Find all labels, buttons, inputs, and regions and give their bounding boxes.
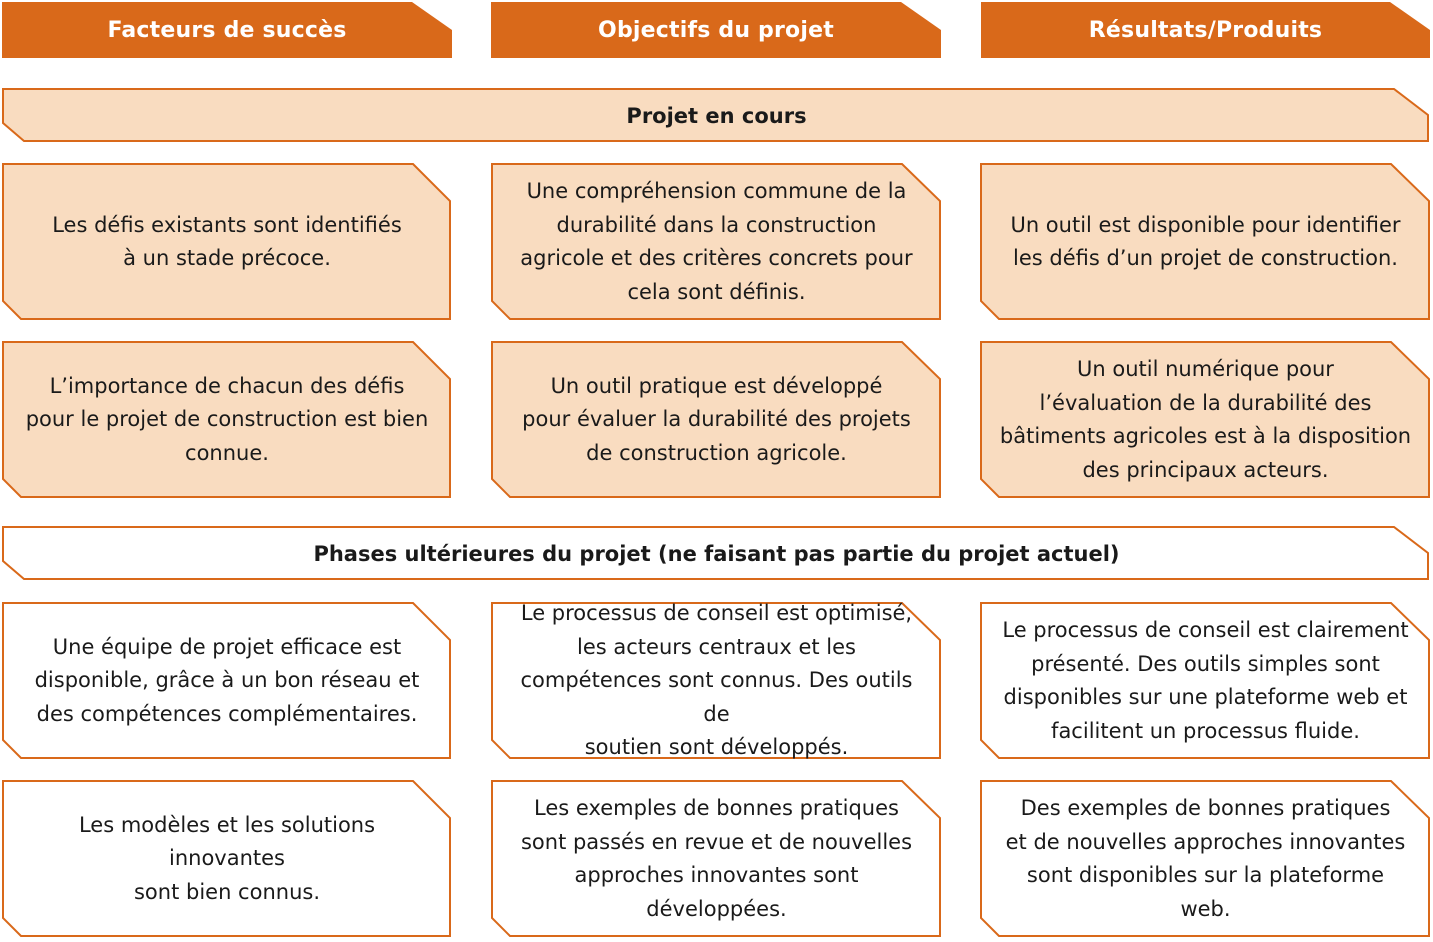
card-text: Le processus de conseil est optimisé, les acteurs centraux et les compétences sont connus. Des outils de soutien sont développés. xyxy=(520,601,913,760)
card-current-success-1 xyxy=(3,164,451,320)
card-text: Un outil numérique pour l’évaluation de la durabilité des bâtiments agricoles est à la disposition des principaux acteurs. xyxy=(999,357,1412,482)
band-later-phases xyxy=(3,527,1430,580)
header-success-factors xyxy=(2,2,452,58)
header-label: Résultats/Produits xyxy=(1088,17,1323,43)
card-current-objective-1 xyxy=(492,164,941,320)
card-text: Des exemples de bonnes pratiques et de nouvelles approches innovantes sont disponibles sur la plateforme web. xyxy=(1005,796,1406,921)
card-text: Les exemples de bonnes pratiques sont passés en revue et de nouvelles approches innovantes sont développées. xyxy=(520,796,913,921)
card-text: L’importance de chacun des défis pour le projet de construction est bien connue. xyxy=(25,373,429,465)
header-label: Objectifs du projet xyxy=(598,17,834,43)
band-title: Projet en cours xyxy=(626,103,807,128)
card-text: Les modèles et les solutions innovantes sont bien connus. xyxy=(78,812,376,904)
card-text: Un outil pratique est développé pour évaluer la durabilité des projets de construction agricole. xyxy=(522,373,911,465)
band-current-project xyxy=(3,89,1430,142)
card-text: Une compréhension commune de la durabilité dans la construction agricole et des critères concrets pour cela sont définis. xyxy=(520,179,913,304)
card-later-result-2 xyxy=(981,781,1430,937)
card-later-success-1 xyxy=(3,603,451,759)
card-current-objective-2 xyxy=(492,342,941,498)
header-project-objectives xyxy=(491,2,941,58)
card-later-success-2 xyxy=(3,781,451,937)
header-results-products xyxy=(981,2,1430,58)
card-later-objective-2 xyxy=(492,781,941,937)
card-current-result-2 xyxy=(981,342,1430,498)
band-title: Phases ultérieures du projet (ne faisant pas partie du projet actuel) xyxy=(313,541,1120,566)
card-text: Le processus de conseil est clairement présenté. Des outils simples sont disponibles sur une plateforme web et facilitent un processus fluide. xyxy=(1002,618,1409,743)
card-text: Les défis existants sont identifiés à un stade précoce. xyxy=(52,212,402,270)
header-label: Facteurs de succès xyxy=(107,17,347,43)
card-current-result-1 xyxy=(981,164,1430,320)
card-text: Un outil est disponible pour identifier les défis d’un projet de construction. xyxy=(1010,212,1401,270)
card-later-result-1 xyxy=(981,603,1430,759)
card-text: Une équipe de projet efficace est disponible, grâce à un bon réseau et des compétences complémentaires. xyxy=(34,634,420,726)
card-current-success-2 xyxy=(3,342,451,498)
card-later-objective-1 xyxy=(492,603,941,759)
